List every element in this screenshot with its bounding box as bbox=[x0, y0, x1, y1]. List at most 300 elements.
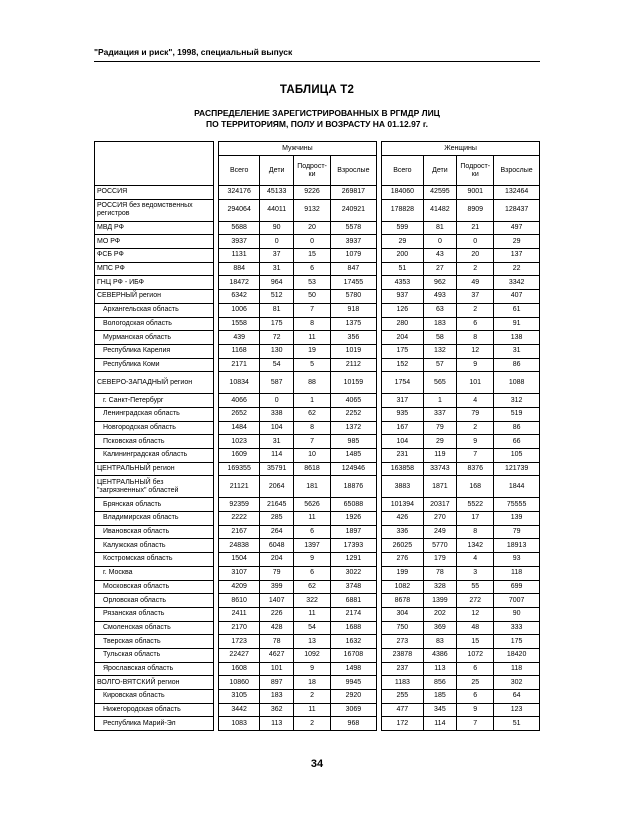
women-total-cell: 204 bbox=[382, 331, 423, 345]
territory-name: Калининградская область bbox=[95, 449, 214, 463]
women-adults-cell: 66 bbox=[494, 435, 540, 449]
women-teens-cell: 4 bbox=[457, 553, 494, 567]
table-row bbox=[95, 249, 540, 263]
women-adults-cell: 302 bbox=[494, 676, 540, 690]
women-total-cell: 51 bbox=[382, 262, 423, 276]
page-number: 34 bbox=[310, 758, 324, 770]
men-teens-cell: 5 bbox=[294, 358, 331, 372]
women-teens-cell: 1342 bbox=[457, 539, 494, 553]
territory-name: МВД РФ bbox=[95, 221, 214, 235]
header-men-adults: Взрослые bbox=[331, 156, 377, 186]
men-teens-cell: 53 bbox=[294, 276, 331, 290]
men-children-cell: 512 bbox=[260, 290, 294, 304]
men-adults-cell: 124946 bbox=[331, 462, 377, 476]
women-total-cell: 276 bbox=[382, 553, 423, 567]
men-adults-cell: 1485 bbox=[331, 449, 377, 463]
women-teens-cell: 6 bbox=[457, 662, 494, 676]
women-children-cell: 185 bbox=[423, 690, 457, 704]
table-row bbox=[95, 435, 540, 449]
territory-name: Московская область bbox=[95, 580, 214, 594]
women-total-cell: 3883 bbox=[382, 476, 423, 498]
territory-name: СЕВЕРО-ЗАПАДНЫЙ регион bbox=[95, 372, 214, 394]
subtitle-line-1: РАСПРЕДЕЛЕНИЕ ЗАРЕГИСТРИРОВАННЫХ В РГМДР ЛИЦ bbox=[194, 108, 440, 118]
table-row bbox=[95, 221, 540, 235]
women-total-cell: 336 bbox=[382, 525, 423, 539]
men-adults-cell: 17393 bbox=[331, 539, 377, 553]
table-row bbox=[95, 186, 540, 200]
men-adults-cell: 847 bbox=[331, 262, 377, 276]
men-total-cell: 439 bbox=[219, 331, 260, 345]
women-children-cell: 270 bbox=[423, 512, 457, 526]
women-adults-cell: 118 bbox=[494, 662, 540, 676]
men-adults-cell: 2112 bbox=[331, 358, 377, 372]
territory-name: г. Санкт-Петербург bbox=[95, 394, 214, 408]
men-children-cell: 362 bbox=[260, 703, 294, 717]
men-total-cell: 4066 bbox=[219, 394, 260, 408]
men-total-cell: 4209 bbox=[219, 580, 260, 594]
men-children-cell: 175 bbox=[260, 317, 294, 331]
women-adults-cell: 519 bbox=[494, 407, 540, 421]
men-teens-cell: 322 bbox=[294, 594, 331, 608]
men-adults-cell: 16708 bbox=[331, 648, 377, 662]
women-teens-cell: 21 bbox=[457, 221, 494, 235]
territory-name: Псковская область bbox=[95, 435, 214, 449]
men-adults-cell: 3937 bbox=[331, 235, 377, 249]
women-children-cell: 29 bbox=[423, 435, 457, 449]
men-children-cell: 897 bbox=[260, 676, 294, 690]
header-territory bbox=[95, 142, 214, 186]
women-teens-cell: 12 bbox=[457, 344, 494, 358]
men-teens-cell: 2 bbox=[294, 690, 331, 704]
women-children-cell: 962 bbox=[423, 276, 457, 290]
women-total-cell: 1754 bbox=[382, 372, 423, 394]
men-total-cell: 2652 bbox=[219, 407, 260, 421]
territory-name: Ярославская область bbox=[95, 662, 214, 676]
women-total-cell: 126 bbox=[382, 303, 423, 317]
men-total-cell: 3107 bbox=[219, 566, 260, 580]
header-women-children: Дети bbox=[423, 156, 457, 186]
territory-name: Тульская область bbox=[95, 648, 214, 662]
territory-name: ВОЛГО-ВЯТСКИЙ регион bbox=[95, 676, 214, 690]
table-row bbox=[95, 594, 540, 608]
men-teens-cell: 11 bbox=[294, 331, 331, 345]
men-adults-cell: 1688 bbox=[331, 621, 377, 635]
territory-name: Республика Коми bbox=[95, 358, 214, 372]
women-total-cell: 199 bbox=[382, 566, 423, 580]
women-total-cell: 750 bbox=[382, 621, 423, 635]
table-row bbox=[95, 199, 540, 221]
women-total-cell: 29 bbox=[382, 235, 423, 249]
men-total-cell: 18472 bbox=[219, 276, 260, 290]
women-teens-cell: 8376 bbox=[457, 462, 494, 476]
territory-name: Вологодская область bbox=[95, 317, 214, 331]
women-adults-cell: 118 bbox=[494, 566, 540, 580]
territory-name: Орловская область bbox=[95, 594, 214, 608]
women-teens-cell: 2 bbox=[457, 421, 494, 435]
women-total-cell: 104 bbox=[382, 435, 423, 449]
women-total-cell: 1183 bbox=[382, 676, 423, 690]
women-total-cell: 255 bbox=[382, 690, 423, 704]
women-teens-cell: 9 bbox=[457, 435, 494, 449]
running-header: "Радиация и риск", 1998, специальный выпуск bbox=[94, 47, 293, 57]
men-teens-cell: 0 bbox=[294, 235, 331, 249]
women-adults-cell: 123 bbox=[494, 703, 540, 717]
men-total-cell: 1168 bbox=[219, 344, 260, 358]
women-children-cell: 1399 bbox=[423, 594, 457, 608]
women-teens-cell: 101 bbox=[457, 372, 494, 394]
men-adults-cell: 1926 bbox=[331, 512, 377, 526]
territory-name: Архангельская область bbox=[95, 303, 214, 317]
women-teens-cell: 8909 bbox=[457, 199, 494, 221]
women-teens-cell: 49 bbox=[457, 276, 494, 290]
women-adults-cell: 86 bbox=[494, 421, 540, 435]
women-children-cell: 183 bbox=[423, 317, 457, 331]
header-men-teens: Подрост-ки bbox=[294, 156, 331, 186]
territory-name: МО РФ bbox=[95, 235, 214, 249]
women-adults-cell: 79 bbox=[494, 525, 540, 539]
header-women-teens: Подрост-ки bbox=[457, 156, 494, 186]
men-children-cell: 264 bbox=[260, 525, 294, 539]
women-children-cell: 856 bbox=[423, 676, 457, 690]
table-row bbox=[95, 648, 540, 662]
women-children-cell: 57 bbox=[423, 358, 457, 372]
women-children-cell: 337 bbox=[423, 407, 457, 421]
men-teens-cell: 50 bbox=[294, 290, 331, 304]
women-teens-cell: 12 bbox=[457, 607, 494, 621]
women-teens-cell: 4 bbox=[457, 394, 494, 408]
women-teens-cell: 15 bbox=[457, 635, 494, 649]
women-children-cell: 1 bbox=[423, 394, 457, 408]
men-teens-cell: 15 bbox=[294, 249, 331, 263]
women-adults-cell: 91 bbox=[494, 317, 540, 331]
women-teens-cell: 3 bbox=[457, 566, 494, 580]
women-teens-cell: 168 bbox=[457, 476, 494, 498]
women-children-cell: 43 bbox=[423, 249, 457, 263]
men-children-cell: 90 bbox=[260, 221, 294, 235]
men-children-cell: 204 bbox=[260, 553, 294, 567]
women-children-cell: 78 bbox=[423, 566, 457, 580]
women-total-cell: 280 bbox=[382, 317, 423, 331]
women-adults-cell: 138 bbox=[494, 331, 540, 345]
table-row bbox=[95, 394, 540, 408]
men-children-cell: 37 bbox=[260, 249, 294, 263]
table-row bbox=[95, 662, 540, 676]
table-row bbox=[95, 449, 540, 463]
men-adults-cell: 240921 bbox=[331, 199, 377, 221]
men-teens-cell: 6 bbox=[294, 262, 331, 276]
men-teens-cell: 11 bbox=[294, 512, 331, 526]
men-adults-cell: 65088 bbox=[331, 498, 377, 512]
women-adults-cell: 312 bbox=[494, 394, 540, 408]
women-teens-cell: 55 bbox=[457, 580, 494, 594]
women-adults-cell: 75555 bbox=[494, 498, 540, 512]
table-row bbox=[95, 317, 540, 331]
table-row bbox=[95, 553, 540, 567]
men-teens-cell: 8618 bbox=[294, 462, 331, 476]
women-children-cell: 369 bbox=[423, 621, 457, 635]
men-teens-cell: 54 bbox=[294, 621, 331, 635]
women-total-cell: 273 bbox=[382, 635, 423, 649]
men-children-cell: 81 bbox=[260, 303, 294, 317]
table-row bbox=[95, 303, 540, 317]
men-adults-cell: 4065 bbox=[331, 394, 377, 408]
men-total-cell: 2411 bbox=[219, 607, 260, 621]
men-teens-cell: 6 bbox=[294, 525, 331, 539]
territory-name: Смоленская область bbox=[95, 621, 214, 635]
men-adults-cell: 3022 bbox=[331, 566, 377, 580]
women-teens-cell: 8 bbox=[457, 331, 494, 345]
men-children-cell: 428 bbox=[260, 621, 294, 635]
women-total-cell: 937 bbox=[382, 290, 423, 304]
men-teens-cell: 19 bbox=[294, 344, 331, 358]
men-teens-cell: 10 bbox=[294, 449, 331, 463]
women-total-cell: 317 bbox=[382, 394, 423, 408]
women-teens-cell: 1072 bbox=[457, 648, 494, 662]
women-teens-cell: 37 bbox=[457, 290, 494, 304]
table-row bbox=[95, 331, 540, 345]
women-children-cell: 20317 bbox=[423, 498, 457, 512]
women-adults-cell: 31 bbox=[494, 344, 540, 358]
table-row bbox=[95, 566, 540, 580]
women-total-cell: 426 bbox=[382, 512, 423, 526]
men-total-cell: 1484 bbox=[219, 421, 260, 435]
men-teens-cell: 6 bbox=[294, 566, 331, 580]
men-total-cell: 3105 bbox=[219, 690, 260, 704]
table-subtitle bbox=[0, 108, 634, 130]
women-adults-cell: 22 bbox=[494, 262, 540, 276]
women-adults-cell: 90 bbox=[494, 607, 540, 621]
women-teens-cell: 7 bbox=[457, 717, 494, 731]
men-teens-cell: 20 bbox=[294, 221, 331, 235]
territory-name: Ивановская область bbox=[95, 525, 214, 539]
women-children-cell: 328 bbox=[423, 580, 457, 594]
men-teens-cell: 8 bbox=[294, 421, 331, 435]
men-total-cell: 169355 bbox=[219, 462, 260, 476]
men-teens-cell: 18 bbox=[294, 676, 331, 690]
men-children-cell: 6048 bbox=[260, 539, 294, 553]
territory-name: г. Москва bbox=[95, 566, 214, 580]
women-teens-cell: 6 bbox=[457, 690, 494, 704]
data-table bbox=[94, 141, 540, 731]
women-total-cell: 231 bbox=[382, 449, 423, 463]
men-total-cell: 1023 bbox=[219, 435, 260, 449]
women-adults-cell: 699 bbox=[494, 580, 540, 594]
header-women-adults: Взрослые bbox=[494, 156, 540, 186]
women-children-cell: 4386 bbox=[423, 648, 457, 662]
men-adults-cell: 1632 bbox=[331, 635, 377, 649]
women-children-cell: 81 bbox=[423, 221, 457, 235]
men-children-cell: 338 bbox=[260, 407, 294, 421]
men-total-cell: 24838 bbox=[219, 539, 260, 553]
men-children-cell: 78 bbox=[260, 635, 294, 649]
women-adults-cell: 64 bbox=[494, 690, 540, 704]
men-total-cell: 324176 bbox=[219, 186, 260, 200]
women-adults-cell: 407 bbox=[494, 290, 540, 304]
women-children-cell: 79 bbox=[423, 421, 457, 435]
men-adults-cell: 5780 bbox=[331, 290, 377, 304]
women-total-cell: 172 bbox=[382, 717, 423, 731]
women-total-cell: 101394 bbox=[382, 498, 423, 512]
men-teens-cell: 9132 bbox=[294, 199, 331, 221]
women-adults-cell: 1844 bbox=[494, 476, 540, 498]
women-adults-cell: 333 bbox=[494, 621, 540, 635]
men-children-cell: 1407 bbox=[260, 594, 294, 608]
territory-name: ФСБ РФ bbox=[95, 249, 214, 263]
men-teens-cell: 62 bbox=[294, 407, 331, 421]
women-adults-cell: 61 bbox=[494, 303, 540, 317]
table-row bbox=[95, 580, 540, 594]
men-adults-cell: 1897 bbox=[331, 525, 377, 539]
women-children-cell: 493 bbox=[423, 290, 457, 304]
territory-name: Костромская область bbox=[95, 553, 214, 567]
men-total-cell: 1131 bbox=[219, 249, 260, 263]
men-teens-cell: 11 bbox=[294, 607, 331, 621]
men-total-cell: 1723 bbox=[219, 635, 260, 649]
women-children-cell: 58 bbox=[423, 331, 457, 345]
header-women: Женщины bbox=[382, 142, 540, 156]
men-total-cell: 2170 bbox=[219, 621, 260, 635]
men-adults-cell: 985 bbox=[331, 435, 377, 449]
men-children-cell: 226 bbox=[260, 607, 294, 621]
men-total-cell: 294064 bbox=[219, 199, 260, 221]
women-teens-cell: 9 bbox=[457, 703, 494, 717]
women-total-cell: 477 bbox=[382, 703, 423, 717]
men-teens-cell: 62 bbox=[294, 580, 331, 594]
women-total-cell: 4353 bbox=[382, 276, 423, 290]
women-teens-cell: 5522 bbox=[457, 498, 494, 512]
territory-name: МПС РФ bbox=[95, 262, 214, 276]
table-row bbox=[95, 703, 540, 717]
women-total-cell: 599 bbox=[382, 221, 423, 235]
women-children-cell: 0 bbox=[423, 235, 457, 249]
men-children-cell: 31 bbox=[260, 435, 294, 449]
women-teens-cell: 6 bbox=[457, 317, 494, 331]
women-children-cell: 1871 bbox=[423, 476, 457, 498]
territory-name: Новгородская область bbox=[95, 421, 214, 435]
territory-name: СЕВЕРНЫЙ регион bbox=[95, 290, 214, 304]
men-adults-cell: 1079 bbox=[331, 249, 377, 263]
men-adults-cell: 1019 bbox=[331, 344, 377, 358]
women-total-cell: 23878 bbox=[382, 648, 423, 662]
men-total-cell: 8610 bbox=[219, 594, 260, 608]
table-body bbox=[95, 186, 540, 731]
women-teens-cell: 17 bbox=[457, 512, 494, 526]
men-children-cell: 113 bbox=[260, 717, 294, 731]
women-adults-cell: 93 bbox=[494, 553, 540, 567]
women-total-cell: 200 bbox=[382, 249, 423, 263]
territory-name: Калужская область bbox=[95, 539, 214, 553]
men-total-cell: 6342 bbox=[219, 290, 260, 304]
header-rule bbox=[94, 61, 540, 62]
territory-name: РОССИЯ bbox=[95, 186, 214, 200]
women-total-cell: 1082 bbox=[382, 580, 423, 594]
territory-name: Тверская область bbox=[95, 635, 214, 649]
women-adults-cell: 139 bbox=[494, 512, 540, 526]
women-teens-cell: 20 bbox=[457, 249, 494, 263]
men-teens-cell: 7 bbox=[294, 303, 331, 317]
men-adults-cell: 2920 bbox=[331, 690, 377, 704]
women-children-cell: 41482 bbox=[423, 199, 457, 221]
men-teens-cell: 88 bbox=[294, 372, 331, 394]
women-total-cell: 152 bbox=[382, 358, 423, 372]
men-teens-cell: 9226 bbox=[294, 186, 331, 200]
women-adults-cell: 18913 bbox=[494, 539, 540, 553]
women-children-cell: 27 bbox=[423, 262, 457, 276]
women-children-cell: 179 bbox=[423, 553, 457, 567]
men-teens-cell: 2 bbox=[294, 717, 331, 731]
women-total-cell: 175 bbox=[382, 344, 423, 358]
men-children-cell: 79 bbox=[260, 566, 294, 580]
men-adults-cell: 3069 bbox=[331, 703, 377, 717]
table-row bbox=[95, 512, 540, 526]
women-teens-cell: 25 bbox=[457, 676, 494, 690]
men-total-cell: 21121 bbox=[219, 476, 260, 498]
women-children-cell: 83 bbox=[423, 635, 457, 649]
women-teens-cell: 2 bbox=[457, 303, 494, 317]
men-adults-cell: 1291 bbox=[331, 553, 377, 567]
table-row bbox=[95, 462, 540, 476]
men-adults-cell: 5578 bbox=[331, 221, 377, 235]
men-children-cell: 21645 bbox=[260, 498, 294, 512]
women-teens-cell: 9 bbox=[457, 358, 494, 372]
women-teens-cell: 8 bbox=[457, 525, 494, 539]
men-adults-cell: 2174 bbox=[331, 607, 377, 621]
women-children-cell: 132 bbox=[423, 344, 457, 358]
table-row bbox=[95, 635, 540, 649]
women-children-cell: 119 bbox=[423, 449, 457, 463]
men-teens-cell: 11 bbox=[294, 703, 331, 717]
women-total-cell: 163858 bbox=[382, 462, 423, 476]
men-total-cell: 2171 bbox=[219, 358, 260, 372]
women-total-cell: 178828 bbox=[382, 199, 423, 221]
table-row bbox=[95, 290, 540, 304]
men-teens-cell: 13 bbox=[294, 635, 331, 649]
men-adults-cell: 269817 bbox=[331, 186, 377, 200]
table-row bbox=[95, 717, 540, 731]
men-children-cell: 44011 bbox=[260, 199, 294, 221]
women-total-cell: 935 bbox=[382, 407, 423, 421]
men-teens-cell: 9 bbox=[294, 662, 331, 676]
women-adults-cell: 86 bbox=[494, 358, 540, 372]
men-children-cell: 183 bbox=[260, 690, 294, 704]
men-total-cell: 92359 bbox=[219, 498, 260, 512]
men-children-cell: 54 bbox=[260, 358, 294, 372]
men-total-cell: 1558 bbox=[219, 317, 260, 331]
women-children-cell: 33743 bbox=[423, 462, 457, 476]
women-total-cell: 8678 bbox=[382, 594, 423, 608]
men-teens-cell: 7 bbox=[294, 435, 331, 449]
table-title: ТАБЛИЦА Т2 bbox=[279, 84, 355, 96]
territory-name: Рязанская область bbox=[95, 607, 214, 621]
men-children-cell: 104 bbox=[260, 421, 294, 435]
men-total-cell: 1006 bbox=[219, 303, 260, 317]
women-children-cell: 113 bbox=[423, 662, 457, 676]
women-children-cell: 5770 bbox=[423, 539, 457, 553]
men-total-cell: 3937 bbox=[219, 235, 260, 249]
women-adults-cell: 105 bbox=[494, 449, 540, 463]
men-teens-cell: 8 bbox=[294, 317, 331, 331]
table-row bbox=[95, 372, 540, 394]
men-teens-cell: 181 bbox=[294, 476, 331, 498]
men-teens-cell: 9 bbox=[294, 553, 331, 567]
men-children-cell: 4627 bbox=[260, 648, 294, 662]
subtitle-line-2: ПО ТЕРРИТОРИЯМ, ПОЛУ И ВОЗРАСТУ НА 01.12.97 г. bbox=[206, 119, 428, 129]
table-row bbox=[95, 358, 540, 372]
men-total-cell: 1608 bbox=[219, 662, 260, 676]
territory-name: Нижегородская область bbox=[95, 703, 214, 717]
men-children-cell: 35791 bbox=[260, 462, 294, 476]
header-women-total: Всего bbox=[382, 156, 423, 186]
